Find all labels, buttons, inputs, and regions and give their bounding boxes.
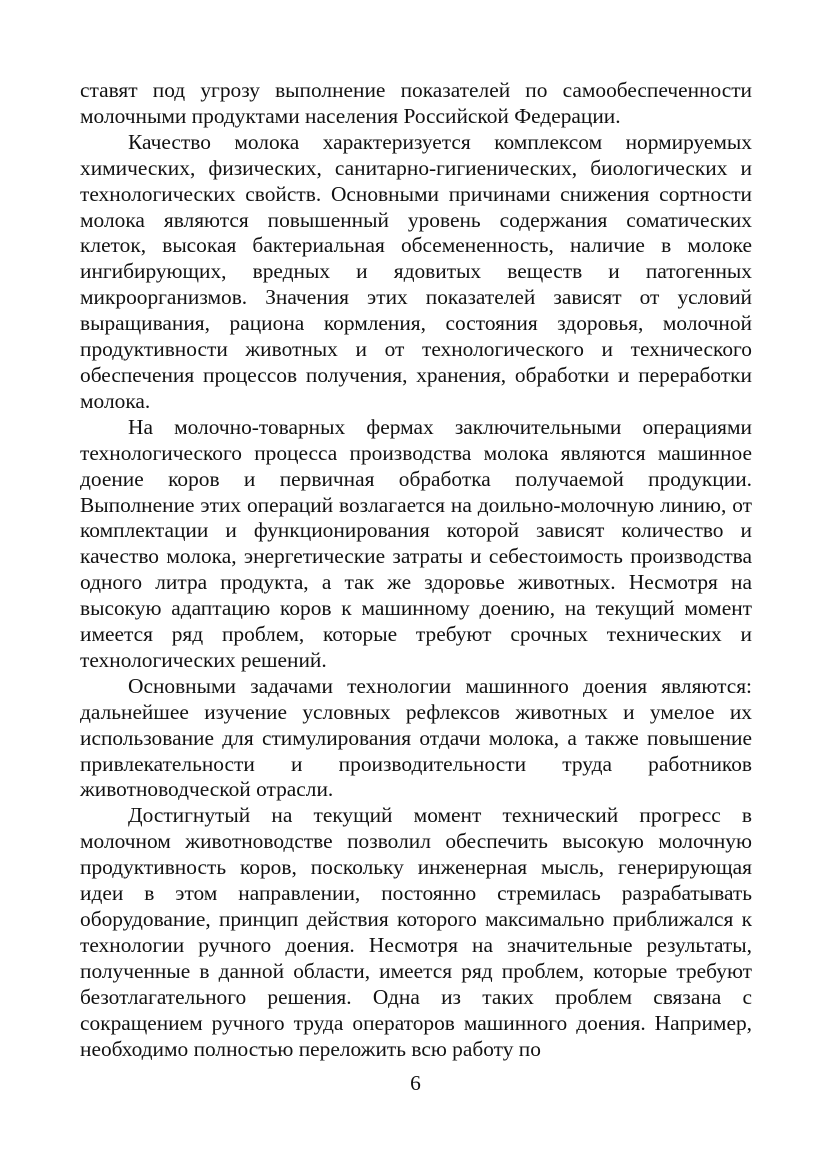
paragraph-milk-quality: Качество молока характеризуется комплексом нормируемых химических, физических, санитарно-гигиенических, биологических и технологических свойств. Основными причинами снижения сортности молока являются повышенный уровень содержания соматических клеток, высокая бактериальная обсемененность, наличие в молоке ингибирующих, вредных и ядовитых веществ и патогенных микроорганизмов. Значения этих показателей зависят от условий выращивания, рациона кормления, состояния здоровья, молочной продуктивности животных и от технологического и технического обеспечения процессов получения, хранения, обработки и переработки молока.	[80, 129, 752, 413]
paragraph-milking-tasks: Основными задачами технологии машинного доения являются: дальнейшее изучение условных рефлексов животных и умелое их использование для стимулирования отдачи молока, а также повышение привлекательности и производительности труда работников животноводческой отрасли.	[80, 673, 752, 802]
paragraph-continuation: ставят под угрозу выполнение показателей по самообеспеченности молочными продуктами населения Российской Федерации.	[80, 78, 752, 128]
paragraph-dairy-farms: На молочно-товарных фермах заключительными операциями технологического процесса производства молока являются машинное доение коров и первичная обработка получаемой продукции. Выполнение этих операций возлагается на доильно-молочную линию, от комплектации и функционирования которой зависят количество и качество молока, энергетические затраты и себестоимость производства одного литра продукта, а так же здоровье животных. Несмотря на высокую адаптацию коров к машинному доению, на текущий момент имеется ряд проблем, которые требуют срочных технических и технологических решений.	[80, 414, 752, 672]
paragraph-technical-progress: Достигнутый на текущий момент технический прогресс в молочном животноводстве позволил обеспечить высокую молочную продуктивность коров, поскольку инженерная мысль, генерирующая идеи в этом направлении, постоянно стремилась разрабатывать оборудование, принцип действия которого максимально приближался к технологии ручного доения. Несмотря на значительные результаты, полученные в данной области, имеется ряд проблем, которые требуют безотлагательного решения. Одна из таких проблем связана с сокращением ручного труда операторов машинного доения. Например, необходимо полностью переложить всю работу по	[80, 803, 752, 1061]
page-body	[80, 78, 752, 1062]
page-number: 6	[410, 1071, 421, 1095]
